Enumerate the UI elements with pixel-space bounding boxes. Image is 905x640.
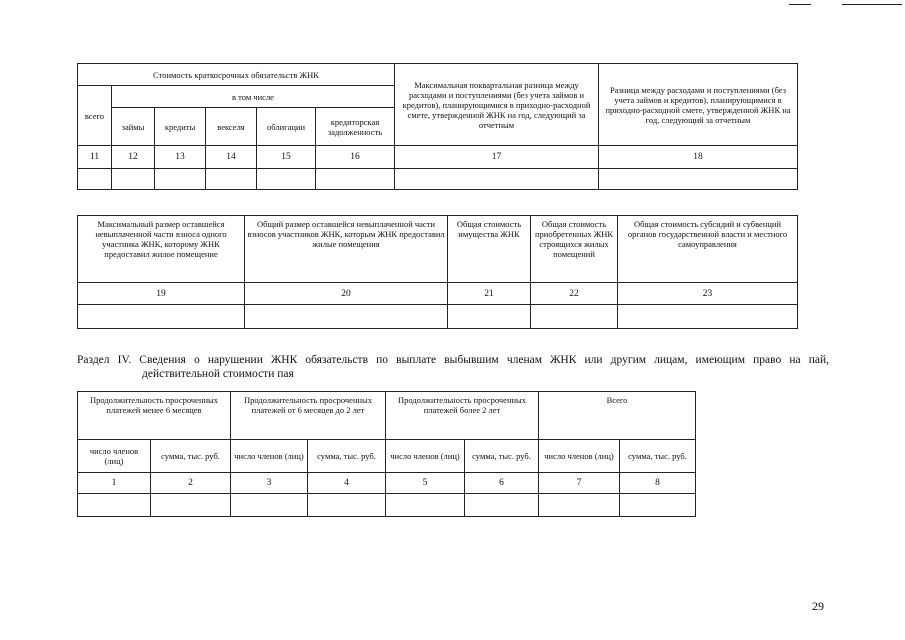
column-number: 12 (112, 146, 155, 169)
column-number: 14 (206, 146, 257, 169)
total-unpaid-shares-header: Общий размер оставшейся невыплаченной части взносов участников ЖНК, которым ЖНК предоставил жилые помещения (245, 216, 448, 283)
total-header: всего (78, 86, 112, 146)
empty-cell (531, 305, 618, 329)
column-number: 13 (155, 146, 206, 169)
loans-header: займы (112, 108, 155, 146)
sum-header: сумма, тыс. руб. (151, 440, 231, 473)
empty-cell (155, 169, 206, 190)
column-number: 2 (151, 473, 231, 494)
empty-cell (448, 305, 531, 329)
empty-cell (620, 494, 696, 517)
column-number: 22 (531, 283, 618, 305)
subsidies-header: Общая стоимость субсидий и субвенций органов государственной власти и местного самоуправления (618, 216, 798, 283)
empty-cell (386, 494, 465, 517)
column-number: 7 (539, 473, 620, 494)
empty-cell (151, 494, 231, 517)
column-number: 17 (395, 146, 599, 169)
members-count-header: число членов (лиц) (386, 440, 465, 473)
bills-header: векселя (206, 108, 257, 146)
section-4-title (77, 353, 829, 381)
header-rule-short (789, 4, 811, 5)
sum-header: сумма, тыс. руб. (465, 440, 539, 473)
section-4-title-line2: действительной стоимости пая (142, 368, 294, 380)
bonds-header: облигации (257, 108, 316, 146)
sum-header: сумма, тыс. руб. (620, 440, 696, 473)
max-unpaid-share-header: Максимальный размер оставшейся невыплаченной части взноса одного участника ЖНК, которому ЖНК предоставил жилое помещение (78, 216, 245, 283)
empty-cell (316, 169, 395, 190)
column-number: 15 (257, 146, 316, 169)
column-number: 19 (78, 283, 245, 305)
liabilities-group-header: Стоимость краткосрочных обязательств ЖНК (78, 64, 395, 86)
column-number: 18 (599, 146, 798, 169)
empty-cell (539, 494, 620, 517)
column-number: 16 (316, 146, 395, 169)
short-term-liabilities-table (77, 63, 798, 190)
including-header: в том числе (112, 86, 395, 108)
less-than-6-months-header: Продолжительность просроченных платежей менее 6 месяцев (78, 392, 231, 440)
expense-income-diff-header: Разница между расходами и поступлениями (без учета займов и кредитов), планирующимися в приходно-расходной смете, утвержденной ЖНК на год, следующий за отчетным (599, 64, 798, 146)
empty-cell (231, 494, 308, 517)
members-count-header: число членов (лиц) (78, 440, 151, 473)
column-number: 1 (78, 473, 151, 494)
sum-header: сумма, тыс. руб. (308, 440, 386, 473)
payables-header: кредиторская задолженность (316, 108, 395, 146)
more-than-2-years-header: Продолжительность просроченных платежей более 2 лет (386, 392, 539, 440)
empty-cell (112, 169, 155, 190)
column-number: 8 (620, 473, 696, 494)
max-quarterly-diff-header: Максимальная поквартальная разница между расходами и поступлениями (без учета займов и кредитов), планирующимися в приходно-расходной смете, утвержденной ЖНК на год, следующий за отчетным (395, 64, 599, 146)
page-number: 29 (812, 599, 824, 613)
members-count-header: число членов (лиц) (231, 440, 308, 473)
header-rule-long (842, 4, 902, 5)
empty-cell (465, 494, 539, 517)
empty-cell (308, 494, 386, 517)
column-number: 11 (78, 146, 112, 169)
empty-cell (599, 169, 798, 190)
empty-cell (257, 169, 316, 190)
column-number: 20 (245, 283, 448, 305)
members-count-header: число членов (лиц) (539, 440, 620, 473)
unpaid-contributions-table (77, 215, 798, 329)
column-number: 4 (308, 473, 386, 494)
credits-header: кредиты (155, 108, 206, 146)
empty-cell (206, 169, 257, 190)
empty-cell (78, 494, 151, 517)
column-number: 21 (448, 283, 531, 305)
total-property-value-header: Общая стоимость имущества ЖНК (448, 216, 531, 283)
column-number: 3 (231, 473, 308, 494)
empty-cell (78, 169, 112, 190)
overdue-payments-table (77, 391, 696, 517)
empty-cell (618, 305, 798, 329)
total-group-header: Всего (539, 392, 696, 440)
empty-cell (395, 169, 599, 190)
6-months-to-2-years-header: Продолжительность просроченных платежей от 6 месяцев до 2 лет (231, 392, 386, 440)
construction-premises-value-header: Общая стоимость приобретенных ЖНК строящихся жилых помещений (531, 216, 618, 283)
empty-cell (245, 305, 448, 329)
column-number: 6 (465, 473, 539, 494)
section-4-title-line1: Раздел IV. Сведения о нарушении ЖНК обязательств по выплате выбывшим членам ЖНК или другим лицам, имеющим право на пай, (77, 354, 829, 366)
column-number: 5 (386, 473, 465, 494)
column-number: 23 (618, 283, 798, 305)
empty-cell (78, 305, 245, 329)
